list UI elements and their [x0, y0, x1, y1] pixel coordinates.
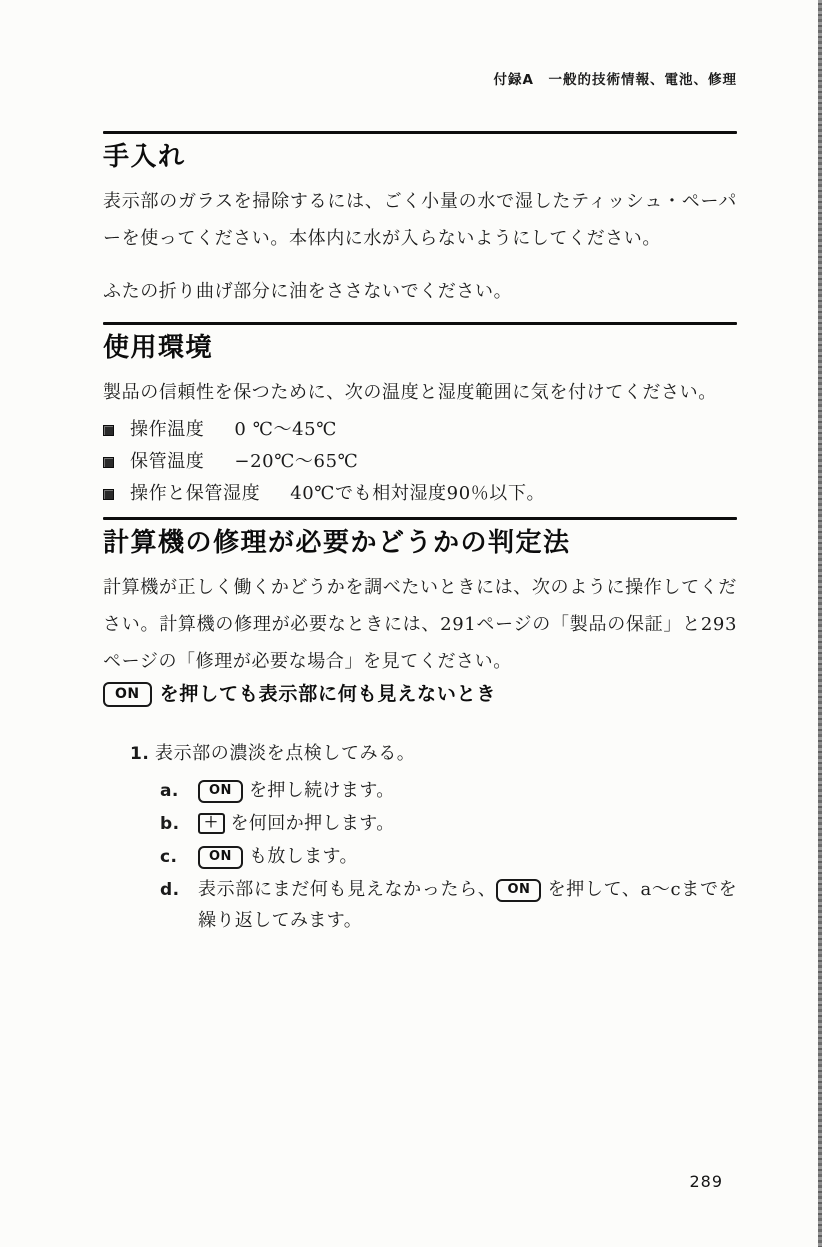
bullet-value: 0 ℃〜45℃: [234, 419, 337, 440]
substep-post-text: を何回か押します。: [230, 813, 395, 834]
substep-body: [198, 775, 737, 806]
substep-body: [198, 841, 737, 872]
square-bullet-icon: [103, 489, 114, 500]
section-rule: [103, 517, 737, 520]
bullet-label: 操作と保管湿度: [130, 483, 261, 504]
substep-post-text: も放します。: [248, 846, 358, 867]
list-item: [103, 414, 737, 446]
subsection-heading-text: を押しても表示部に何も見えないとき: [159, 683, 497, 705]
square-bullet-icon: [103, 457, 114, 468]
substep-b: [160, 808, 737, 840]
procedure-steps: [130, 737, 737, 937]
substep-body: [198, 808, 737, 839]
section-rule: [103, 131, 737, 134]
on-key: ON: [198, 846, 243, 869]
bullet-value: −20℃〜65℃: [234, 451, 359, 472]
step-text: 表示部の濃淡を点検してみる。: [155, 743, 416, 764]
list-item: [103, 478, 737, 510]
substep-a: [160, 775, 737, 807]
care-paragraph-2: ふたの折り曲げ部分に油をささないでください。: [103, 281, 513, 302]
square-bullet-icon: [103, 425, 114, 436]
section-care: [103, 131, 737, 310]
care-paragraph-1: 表示部のガラスを掃除するには、ごく小量の水で湿したティッシュ・ペーパーを使ってください。本体内に水が入らないようにしてください。: [103, 191, 737, 249]
substep-c: [160, 841, 737, 873]
running-header: 付録A 一般的技術情報、電池、修理: [493, 72, 737, 88]
on-key: ON: [496, 879, 541, 902]
substep-letter: c.: [160, 847, 178, 867]
bullet-value: 40℃でも相対湿度90％以下。: [290, 483, 546, 504]
substep-post-text: を押し続けます。: [248, 780, 395, 801]
plus-key: ＋: [198, 813, 225, 834]
repair-paragraph: 計算機が正しく働くかどうかを調べたいときには、次のように操作してください。計算機の修理が必要なときには、291ページの「製品の保証」と293ページの「修理が必要な場合」を見てください。: [103, 577, 737, 672]
scan-edge-artifact: [818, 0, 822, 1247]
bullet-label: 操作温度: [130, 419, 205, 440]
page-number: 289: [689, 1172, 723, 1191]
list-item: [103, 446, 737, 478]
substep-d: [160, 874, 737, 936]
section-title-care: 手入れ: [103, 142, 186, 172]
on-key: ON: [103, 682, 152, 707]
section-title-repair: 計算機の修理が必要かどうかの判定法: [103, 528, 571, 558]
step-number: 1.: [130, 744, 150, 764]
bullet-label: 保管温度: [130, 451, 205, 472]
on-key: ON: [198, 780, 243, 803]
substep-list: [160, 775, 737, 936]
substep-pre-text: 表示部にまだ何も見えなかったら、: [198, 879, 497, 900]
environment-bullet-list: [103, 414, 737, 510]
section-repair: [103, 517, 737, 680]
environment-intro: 製品の信頼性を保つために、次の温度と湿度範囲に気を付けてください。: [103, 382, 717, 403]
substep-body: [198, 874, 737, 936]
section-rule: [103, 322, 737, 325]
substep-letter: d.: [160, 880, 180, 900]
substep-letter: a.: [160, 781, 179, 801]
substep-post-text: を押して、a〜cまでを繰り返してみます。: [198, 879, 737, 931]
section-title-environment: 使用環境: [103, 333, 214, 363]
subsection-heading: [103, 681, 737, 707]
step-1: [130, 737, 737, 771]
section-environment: [103, 322, 737, 510]
substep-letter: b.: [160, 814, 180, 834]
